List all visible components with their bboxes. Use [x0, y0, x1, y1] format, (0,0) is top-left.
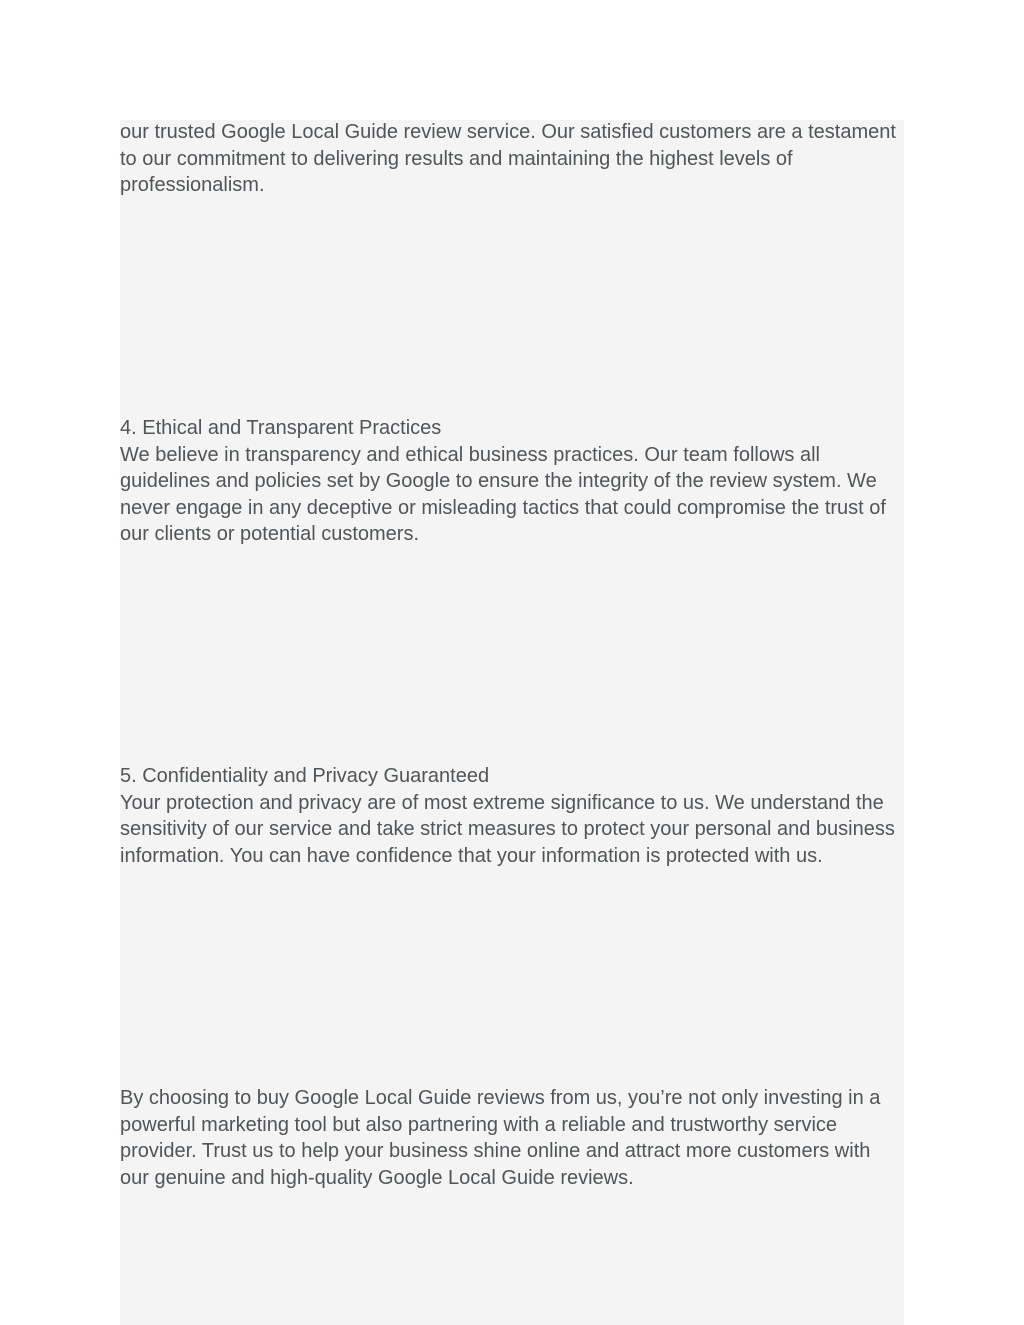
section-heading: 4. Ethical and Transparent Practices — [120, 417, 442, 439]
ethical-practices-section — [120, 415, 904, 548]
privacy-section — [120, 763, 904, 869]
intro-section — [120, 119, 904, 199]
section-body: We believe in transparency and ethical business practices. Our team follows all guidelines and policies set by Google to ensure the integrity of the review system. We never engage in any deceptive or misleading tactics that could compromise the trust of our clients or potential customers. — [120, 443, 886, 545]
intro-paragraph: our trusted Google Local Guide review service. Our satisfied customers are a testament to our commitment to delivering results and maintaining the highest levels of professionalism. — [120, 121, 896, 196]
closing-section — [120, 1085, 904, 1191]
section-body: Your protection and privacy are of most extreme significance to us. We understand the sensitivity of our service and take strict measures to protect your personal and business information. You can have confidence that your information is protected with us. — [120, 791, 895, 867]
closing-paragraph: By choosing to buy Google Local Guide reviews from us, you’re not only investing in a powerful marketing tool but also partnering with a reliable and trustworthy service provider. Trust us to help your business shine online and attract more customers with our genuine and high-quality Google Local Guide reviews. — [120, 1087, 881, 1189]
section-heading: 5. Confidentiality and Privacy Guaranteed — [120, 765, 490, 787]
